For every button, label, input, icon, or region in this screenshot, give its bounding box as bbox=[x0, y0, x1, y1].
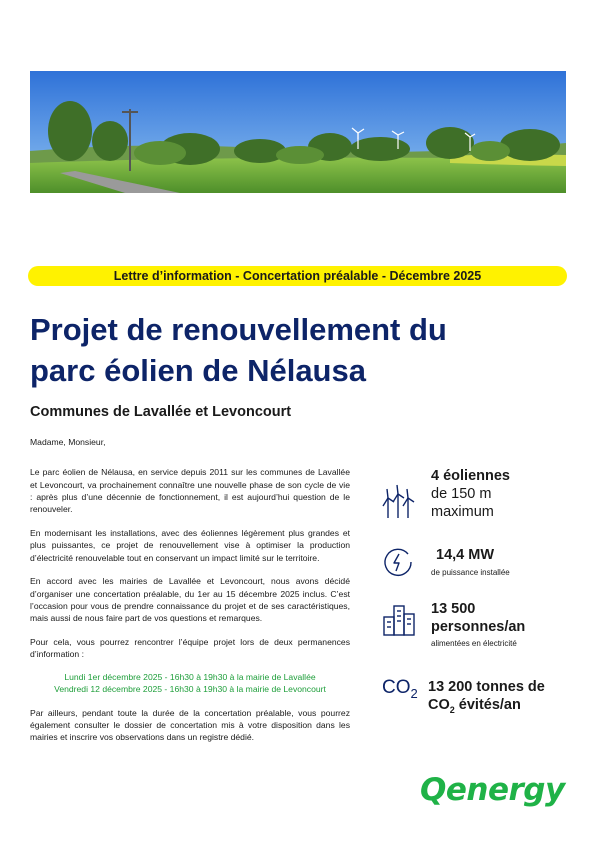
hero-landscape-photo bbox=[30, 71, 566, 193]
paragraph-modernisation: En modernisant les installations, avec des éoliennes légèrement plus grandes et plus puissantes, ce projet de renouvellement vise à optimiser la production d’électricité renouvelable tout en conservant un impact limité sur le territoire. bbox=[30, 527, 350, 563]
paragraph-dossier: Par ailleurs, pendant toute la durée de la concertation préalable, vous pourrez également consulter le dossier de concertation mis à votre disposition dans les mairies et inscrire vos observations dans un registre dédié. bbox=[30, 707, 350, 743]
permanence-date-1: Lundi 1er décembre 2025 - 16h30 à 19h30 à la mairie de Lavallée bbox=[64, 672, 316, 683]
permanence-dates bbox=[30, 672, 350, 695]
qenergy-logo: Qenergy bbox=[420, 772, 565, 808]
stat-co2-value: 13 200 tonnes de bbox=[428, 679, 545, 695]
stat-co2-unit: $CO_2$ évités/an bbox=[428, 697, 521, 715]
power-icon bbox=[382, 546, 414, 583]
stat-power bbox=[431, 546, 510, 579]
paragraph-intro: Le parc éolien de Nélausa, en service depuis 2011 sur les communes de Lavallée et Levoncourt, va prochainement connaître une nouvelle phase de son cycle de vie : après plus d’une décennie de fonctionnement, il est aujourd’hui question de le renouveler. bbox=[30, 467, 350, 515]
title-line-2: parc éolien de Nélausa bbox=[30, 353, 366, 388]
page-subtitle: Communes de Lavallée et Levoncourt bbox=[30, 404, 292, 420]
wind-turbines-icon bbox=[380, 484, 416, 525]
buildings-icon bbox=[382, 603, 416, 642]
co2-icon: $CO_2$ bbox=[382, 677, 418, 701]
newsletter-banner: Lettre d’information - Concertation préalable - Décembre 2025 bbox=[28, 266, 567, 286]
stat-people-label: alimentées en électricité bbox=[431, 639, 517, 648]
title-line-1: Projet de renouvellement du bbox=[30, 312, 447, 347]
stat-people-unit: personnes/an bbox=[431, 619, 526, 635]
permanence-date-2: Vendredi 12 décembre 2025 - 16h30 à 19h30 à la mairie de Levoncourt bbox=[54, 683, 326, 694]
stat-co2 bbox=[428, 678, 545, 719]
paragraph-concertation: En accord avec les mairies de Lavallée et Levoncourt, nous avons décidé d’organiser une concertation préalable, du 1er au 15 décembre 2025 inclus. C’est l’occasion pour vous de prendre connaissance du projet et de ses caractéristiques, mais aussi de nous faire part de vos questions et remarques. bbox=[30, 576, 350, 624]
page-title bbox=[30, 309, 570, 391]
stat-people bbox=[431, 600, 525, 650]
stat-people-value: 13 500 bbox=[431, 601, 476, 617]
stat-turbines-count: 4 éoliennes bbox=[431, 468, 510, 484]
paragraph-permanences: Pour cela, vous pourrez rencontrer l’équipe projet lors de deux permanences d’information : bbox=[30, 637, 350, 660]
stat-turbines-max: maximum bbox=[431, 504, 494, 520]
stat-turbines-height: de 150 m bbox=[431, 486, 492, 502]
letter-body bbox=[30, 436, 350, 755]
stat-turbines bbox=[431, 467, 510, 521]
greeting: Madame, Monsieur, bbox=[30, 437, 106, 447]
stat-power-label: de puissance installée bbox=[431, 568, 510, 577]
stat-power-value: 14,4 MW bbox=[436, 547, 495, 563]
